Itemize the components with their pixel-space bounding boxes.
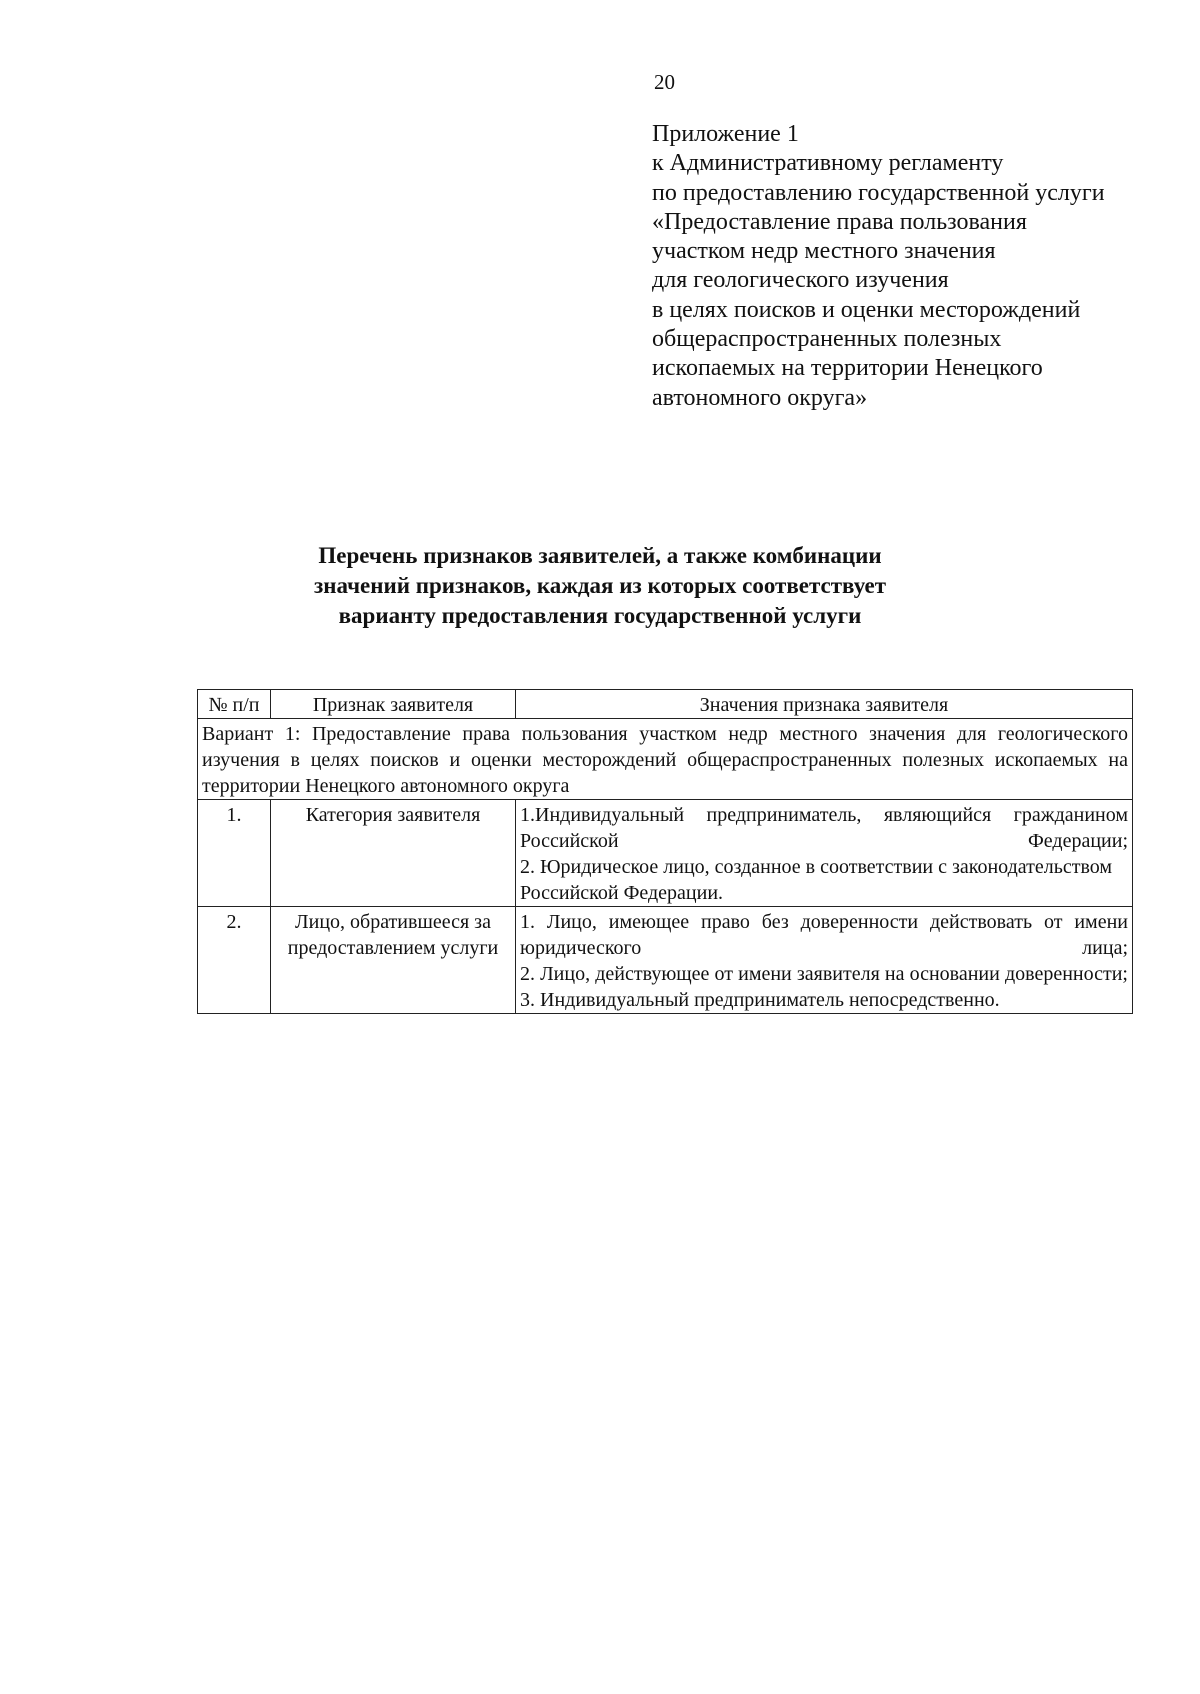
header-sign: Признак заявителя — [271, 690, 516, 719]
title-line: значений признаков, каждая из которых соответствует — [314, 573, 886, 598]
value-item: 2. Лицо, действующее от имени заявителя на основании доверенности; — [520, 963, 1128, 985]
appendix-line: автономного округа» — [652, 384, 868, 411]
value-item: 2. Юридическое лицо, созданное в соответствии с законодательством Российской Федерации. — [520, 856, 1113, 904]
appendix-line: к Административному регламенту — [652, 150, 1004, 177]
appendix-line: «Предоставление права пользования — [652, 208, 1027, 235]
row-sign: Лицо, обратившееся за предоставлением услуги — [271, 907, 516, 1014]
row-values — [516, 800, 1133, 907]
header-num: № п/п — [198, 690, 271, 719]
document-title — [0, 541, 1200, 631]
variant-row — [198, 719, 1133, 800]
appendix-line: общераспространенных полезных — [652, 326, 1002, 353]
appendix-line: ископаемых на территории Ненецкого — [652, 355, 1043, 382]
appendix-line: по предоставлению государственной услуги — [652, 179, 1105, 206]
appendix-block — [652, 120, 1105, 413]
title-line: Перечень признаков заявителей, а также комбинации — [318, 543, 882, 568]
header-values: Значения признака заявителя — [516, 690, 1133, 719]
value-item: 1.Индивидуальный предприниматель, являющийся гражданином Российской Федерации; — [520, 804, 1128, 852]
variant-text: Вариант 1: Предоставление права пользования участком недр местного значения для геологического изучения в целях поисков и оценки месторождений общераспространенных полезных ископаемых на территории Ненецкого автономного округа — [198, 719, 1133, 800]
value-item: 3. Индивидуальный предприниматель непосредственно. — [520, 989, 1000, 1011]
table-row — [198, 907, 1133, 1014]
value-item: 1. Лицо, имеющее право без доверенности действовать от имени юридического лица; — [520, 911, 1128, 959]
appendix-line: для геологического изучения — [652, 267, 949, 294]
appendix-line: участком недр местного значения — [652, 238, 996, 265]
page-number: 20 — [654, 70, 675, 94]
title-line: варианту предоставления государственной услуги — [338, 603, 862, 628]
row-sign: Категория заявителя — [271, 800, 516, 907]
appendix-line: Приложение 1 — [652, 121, 799, 147]
applicant-signs-table — [197, 689, 1133, 1014]
appendix-line: в целях поисков и оценки месторождений — [652, 296, 1081, 323]
row-num: 2. — [198, 907, 271, 1014]
table-header-row — [198, 690, 1133, 719]
row-values — [516, 907, 1133, 1014]
table-row — [198, 800, 1133, 907]
row-num: 1. — [198, 800, 271, 907]
